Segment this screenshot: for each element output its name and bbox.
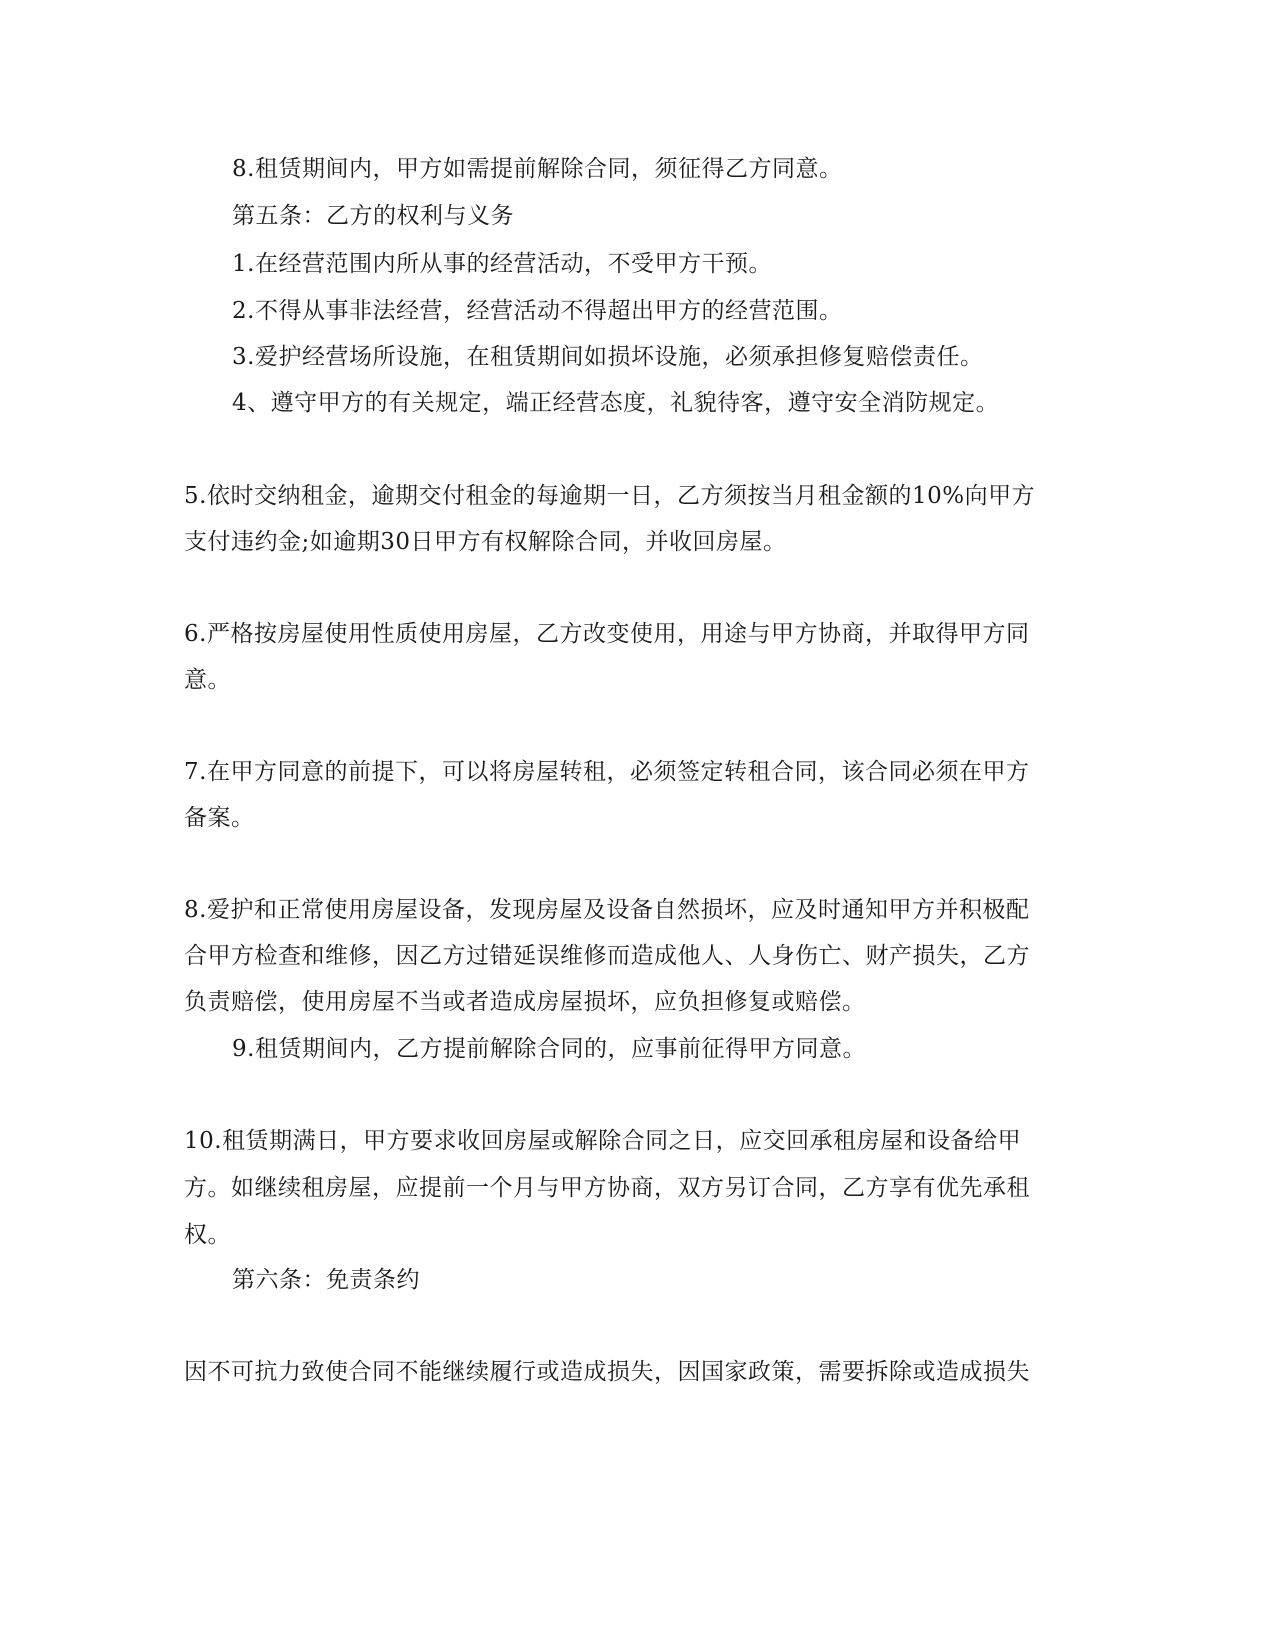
clause-5-8-line-3: 负责赔偿，使用房屋不当或者造成房屋损坏，应负担修复或赔偿。 [184, 989, 866, 1015]
clause-5-5-line-1: 5.依时交纳租金，逾期交付租金的每逾期一日，乙方须按当月租金额的10%向甲方 [184, 483, 1036, 509]
clause-5-1: 1.在经营范围内所从事的经营活动，不受甲方干预。 [232, 251, 772, 277]
clause-5-10-line-1: 10.租赁期满日，甲方要求收回房屋或解除合同之日，应交回承租房屋和设备给甲 [184, 1128, 1022, 1154]
clause-5-6-line-2: 意。 [184, 667, 231, 693]
clause-5-3: 3.爱护经营场所设施，在租赁期间如损坏设施，必须承担修复赔偿责任。 [232, 344, 984, 370]
clause-5-10-line-2: 方。如继续租房屋，应提前一个月与甲方协商，双方另订合同，乙方享有优先承租 [184, 1175, 1030, 1201]
article-6-heading: 第六条：免责条约 [232, 1267, 420, 1293]
clause-5-7-line-1: 7.在甲方同意的前提下，可以将房屋转租，必须签定转租合同，该合同必须在甲方 [184, 759, 1030, 785]
clause-5-4: 4、遵守甲方的有关规定，端正经营态度，礼貌待客，遵守安全消防规定。 [232, 390, 1000, 416]
clause-5-5-line-2: 支付违约金;如逾期30日甲方有权解除合同，并收回房屋。 [184, 529, 787, 555]
clause-5-7-line-2: 备案。 [184, 805, 255, 831]
clause-5-8-line-2: 合甲方检查和维修，因乙方过错延误维修而造成他人、人身伤亡、财产损失，乙方 [184, 943, 1030, 969]
clause-5-10-line-3: 权。 [184, 1222, 231, 1248]
clause-5-2: 2.不得从事非法经营，经营活动不得超出甲方的经营范围。 [232, 298, 843, 324]
clause-5-8-line-1: 8.爱护和正常使用房屋设备，发现房屋及设备自然损坏，应及时通知甲方并积极配 [184, 897, 1030, 923]
clause-5-6-line-1: 6.严格按房屋使用性质使用房屋，乙方改变使用，用途与甲方协商，并取得甲方同 [184, 621, 1030, 647]
article-5-heading: 第五条：乙方的权利与义务 [232, 203, 514, 229]
article-6-text-line-1: 因不可抗力致使合同不能继续履行或造成损失，因国家政策，需要拆除或造成损失 [184, 1359, 1030, 1385]
clause-4-8: 8.租赁期间内，甲方如需提前解除合同，须征得乙方同意。 [232, 156, 843, 182]
clause-5-9: 9.租赁期间内，乙方提前解除合同的，应事前征得甲方同意。 [232, 1036, 866, 1062]
